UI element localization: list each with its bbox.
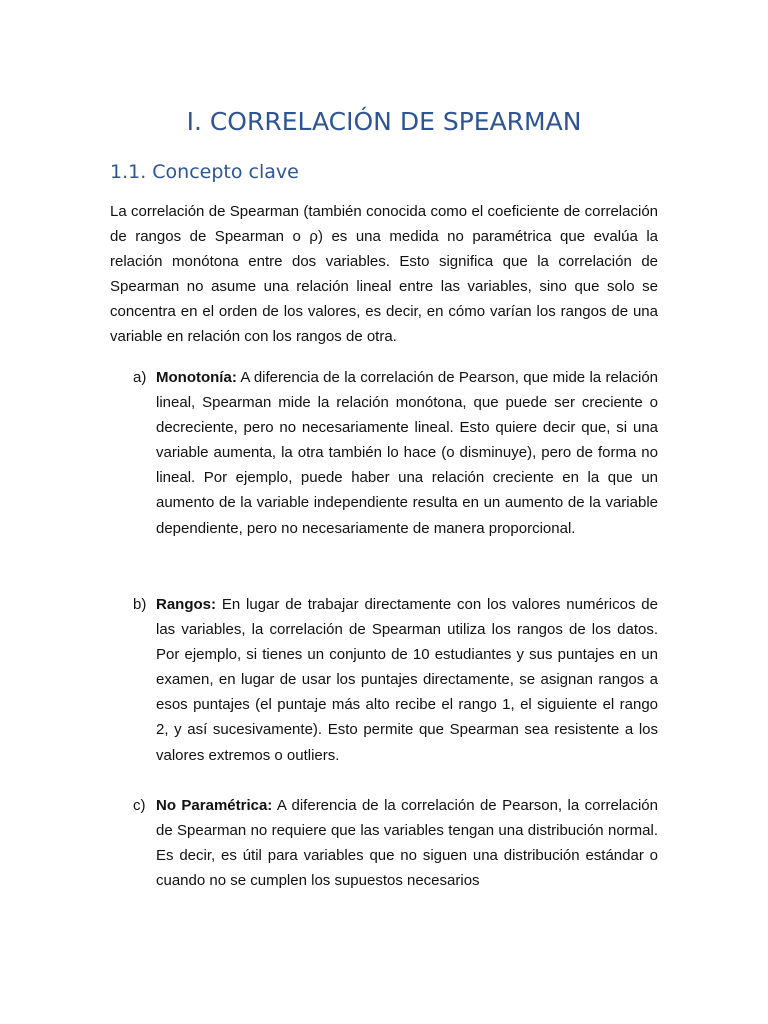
list-item-text: A diferencia de la correlación de Pearson, que mide la relación lineal, Spearman mide la relación monótona, que puede ser creciente o decreciente, pero no necesariamente lineal. Esto quiere decir que, si una variable aumenta, la otra también lo hace (o disminuye), pero de forma no lineal. Por ejemplo, puede haber una relación creciente en la que un aumento de la variable independiente resulta en un aumento de la variable dependiente, pero no necesariamente de manera proporcional. [156,369,658,537]
list-marker: b) [133,596,147,613]
list-item-monotonia [133,365,658,541]
list-item-body [156,592,658,768]
section-heading: 1.1. Concepto clave [110,161,299,183]
document-title: I. CORRELACIÓN DE SPEARMAN [186,107,582,136]
list-item-term: No Paramétrica: [156,797,273,814]
list-marker: c) [133,797,146,814]
list-item-term: Monotonía: [156,369,237,386]
list-item-text: En lugar de trabajar directamente con los valores numéricos de las variables, la correlación de Spearman utiliza los rangos de los datos. Por ejemplo, si tienes un conjunto de 10 estudiantes y sus puntajes en un examen, en lugar de usar los puntajes directamente, se asignan rangos a esos puntajes (el puntaje más alto recibe el rango 1, el siguiente el rango 2, y así sucesivamente). Esto permite que Spearman sea resistente a los valores extremos o outliers. [156,596,658,764]
list-item-term: Rangos: [156,596,216,613]
list-marker: a) [133,369,147,386]
list-item-body [156,793,658,893]
intro-paragraph: La correlación de Spearman (también conocida como el coeficiente de correlación de rangos de Spearman o ρ) es una medida no paramétrica que evalúa la relación monótona entre dos variables. Esto significa que la correlación de Spearman no asume una relación lineal entre las variables, sino que solo se concentra en el orden de los valores, es decir, en cómo varían los rangos de una variable en relación con los rangos de otra. [110,203,658,346]
list-item-body [156,365,658,541]
list-item-text: A diferencia de la correlación de Pearson, la correlación de Spearman no requiere que las variables tengan una distribución normal. Es decir, es útil para variables que no siguen una distribución estándar o cuando no se cumplen los supuestos necesarios [156,797,658,890]
list-item-no-parametrica [133,793,658,893]
list-item-rangos [133,592,658,768]
